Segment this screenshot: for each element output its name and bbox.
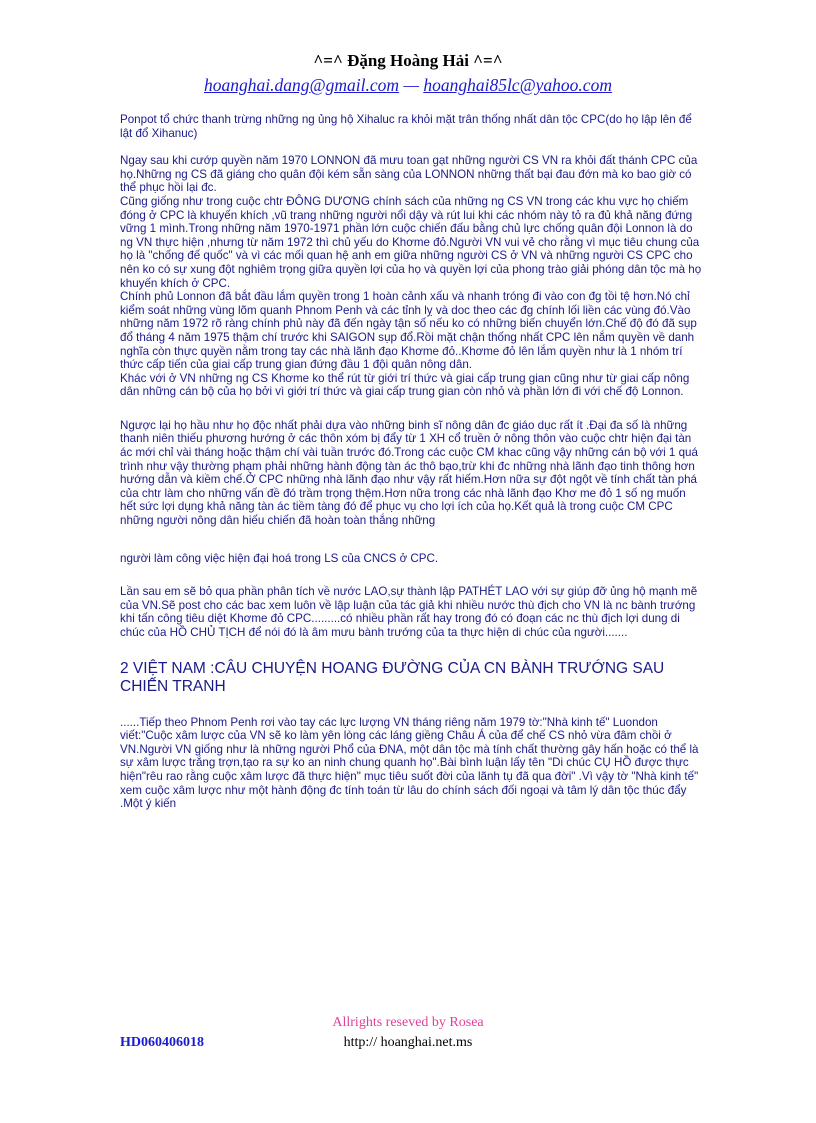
paragraph: Chính phủ Lonnon đã bắt đầu lắm quyền trong 1 hoàn cảnh xấu và nhanh tróng đi vào con đg tồi tệ hơn.Nó chỉ kiểm soát những vùng lõm quanh Phnom Penh và các tỉnh lỵ và doc theo các đg chính lối liền các vùng đó.Vào những năm 1972 rõ ràng chính phủ này đã đến ngày tận số nếu ko có những biến chuyển lớn.Chế độ đó đã sụp đổ tháng 4 năm 1975 thậm chí trước khi SAIGON sụp đổ.Rồi mặt chận thống nhất CPC lên nắm quyền về danh nghĩa còn thực quyền nằm trong tay các nhà lãnh đạo Khơme đỏ..Khơme đỏ lên lắm quyền như là 1 nhóm trí thức cấp tiến của giai cấp trung gian đứng đầu 1 đội quân nông dân. bbox=[120, 290, 697, 372]
paragraph: Ngược lại họ hầu như họ độc nhất phải dựa vào những binh sĩ nông dân đc giáo dục rất ít .Đại đa số là những thanh niên thiếu phương hướng ở các thôn xóm bị đẩy từ 1 XH cổ truền ở nông thôn vào cuộc chtr hiện đại tàn ác mới chỉ vài tháng hoặc thậm chí vài tuần trước đó.Trong các cuộc CM khac cũng vậy những cán bộ với 1 quá trình như vậy thường phạm phải những hành động tàn ác thô bạo,trừ khi đc những nhà lãnh đạo tinh thông hơn hướng dẫn và kiềm chế.Ở CPC những nhà lãnh đạo như vậy rất hiếm.Hơn nữa sự đột ngột về tính chất tàn phá của chtr làm cho những vấn đề đó trầm trọng thệm.Hơn nữa trong các nhà lãnh đạo Khơ me đỏ 1 số ng muốn hết sức lợi dụng khả năng tàn ác tiềm tàng đó để phục vụ cho lợi ích của họ.Kết quả là trong cuộc CM CPC những người nông dân hiếu chiến đã hoàn toàn thắng những bbox=[120, 418, 698, 528]
paragraph: Cũng giống như trong cuộc chtr ĐÔNG DƯƠNG chính sách của những ng CS VN trong các khu vực họ chiếm đóng ở CPC là khuyến khích ,vũ trang những người nổi dậy và rút lui khi các nhóm này tỏ ra đủ khả năng đứng vững 1 mình.Trong những năm 1970-1971 phần lớn cuộc chiến đấu bằng chủ lực chống quân đội Lonnon là do ng VN thực hiện ,nhưng từ năm 1972 thì chủ yếu do Khơme đỏ.Người VN vui vẻ cho rằng vì mục tiêu chung của họ là "chống đế quốc" và vì các mối quan hệ anh em giữa những người CS ở VN và những người CS CPC cho nên ko có sự xung đột nghiêm trọng giữa quyền lợi của họ và quyền lợi của phong trào giải phóng dân tộc mà họ khuyến khích ở CPC. bbox=[120, 194, 702, 290]
footer-url[interactable]: http:// hoanghai.net.ms bbox=[343, 1035, 473, 1050]
email-link-gmail[interactable]: hoanghai.dang@gmail.com bbox=[204, 75, 400, 95]
email-line bbox=[0, 75, 816, 96]
paragraph: ......Tiếp theo Phnom Penh rơi vào tay các lực lượng VN tháng riêng năm 1979 tờ:"Nhà kinh tế" Luondon viết:"Cuộc xâm lược của VN sẽ ko làm yên lòng các láng giềng Châu Á của để chế CS nhỏ vừa đâm chồi ở VN.Người VN giống như là những người Phổ của ĐNA, một dân tộc mà tính chất thường gây hấn hoặc có thể là sự xâm lược trắng trợn,tạo ra sự ko an ninh chung quanh họ".Bài bình luận lấy tên "Di chúc CỤ HỒ được thực hiện"rêu rao rằng cuộc xâm lược đã thực hiện" mục tiêu suốt đời của lãnh tụ đã qua đời" .Vì vậy tờ "Nhà kinh tế" xem cuộc xâm lược như một hành động đc tính toán từ lâu do chính sách đối ngoại và tâm lý dân tộc thúc đẩy .Một ý kiến bbox=[120, 715, 699, 811]
page-title: ^=^ Đặng Hoàng Hải ^=^ bbox=[313, 51, 503, 70]
email-separator: — bbox=[403, 75, 419, 95]
paragraph: Khác với ở VN những ng CS Khơme ko thể rút từ giới trí thức và giai cấp trung gian cũng như từ giai cấp nông dân những cán bộ của họ bởi vì giới trí thức và giai cấp trung gian còn nhỏ và phần lớn đi với chế độ Lonnon. bbox=[120, 371, 690, 399]
footer-doc-id: HD060406018 bbox=[120, 1035, 204, 1050]
paragraph: Ngay sau khi cướp quyền năm 1970 LONNON đã mưu toan gạt những người CS VN ra khỏi đất thánh CPC của họ.Những ng CS đã giáng cho quân đội kém sẵn sàng của LONNON những thất bại đau đớn mà ko bao giờ có thể phục hồi lại đc. bbox=[120, 154, 698, 195]
paragraph: Lần sau em sẽ bỏ qua phần phân tích về nước LAO,sự thành lập PATHÉT LAO với sự giúp đỡ ủng hộ mạnh mẽ của VN.Sẽ post cho các bac xem luôn về lập luận của tác giả khi nhiều nước thù địch cho VN là nc bành trướng khi tấn công tiêu diệt Khơme đỏ CPC.........có nhiều phần rất hay trong đó có đoạn các nc thù địch lợi dung di chúc của HỒ CHỦ TỊCH để nói đó là âm mưu bành trướng của ta thực hiện di chúc của người....... bbox=[120, 585, 698, 639]
paragraph: người làm công việc hiện đại hoá trong LS của CNCS ở CPC. bbox=[120, 551, 439, 565]
email-link-yahoo[interactable]: hoanghai85lc@yahoo.com bbox=[423, 75, 612, 95]
paragraph: Ponpot tổ chức thanh trừng những ng ủng hộ Xihaluc ra khỏi mặt trân thống nhất dân tộc CPC(do họ lập lên để lật đổ Xihanuc) bbox=[120, 113, 692, 140]
footer-rights: Allrights reseved by Rosea bbox=[332, 1015, 484, 1030]
section-heading: 2 VIỆT NAM :CÂU CHUYỆN HOANG ĐƯỜNG CỦA CN BÀNH TRƯỚNG SAU CHIẾN TRANH bbox=[120, 659, 665, 695]
document-body bbox=[120, 113, 702, 811]
